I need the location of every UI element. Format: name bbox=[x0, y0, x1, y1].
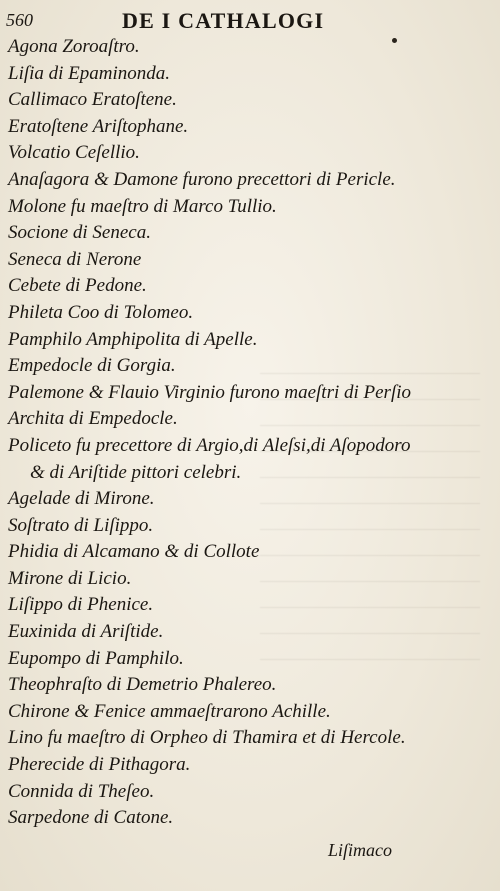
text-line: Sarpedone di Catone. bbox=[8, 807, 174, 829]
text-line: Eupompo di Pamphilo. bbox=[8, 647, 184, 669]
text-line: Phileta Coo di Tolomeo. bbox=[8, 301, 194, 323]
text-line: Chirone & Fenice ammaeſtrarono Achille. bbox=[8, 700, 331, 722]
text-line: Pherecide di Pithagora. bbox=[8, 754, 191, 776]
text-line: Callimaco Eratoſtene. bbox=[8, 89, 177, 111]
text-line: Policeto fu precettore di Argio,di Aleſsi,di Aſopodoro bbox=[8, 434, 411, 456]
text-block bbox=[8, 34, 492, 832]
text-line: Empedocle di Gorgia. bbox=[8, 355, 176, 377]
text-line: Lino fu maeſtro di Orpheo di Thamira et di Hercole. bbox=[8, 727, 406, 749]
text-line: Molone fu maeſtro di Marco Tullio. bbox=[8, 195, 277, 217]
text-line: Anaſagora & Damone furono precettori di Pericle. bbox=[8, 168, 396, 190]
text-line: Volcatio Ceſellio. bbox=[8, 142, 140, 164]
page-number: 560 bbox=[6, 10, 33, 30]
text-line: Liſia di Epaminonda. bbox=[8, 62, 171, 84]
text-line: Liſippo di Phenice. bbox=[8, 594, 154, 616]
text-line: Pamphilo Amphipolita di Apelle. bbox=[8, 328, 258, 350]
text-line: & di Ariſtide pittori celebri. bbox=[30, 461, 242, 483]
text-line: Cebete di Pedone. bbox=[8, 275, 147, 297]
text-line: Socione di Seneca. bbox=[8, 222, 151, 244]
text-line: Eratoſtene Ariſtophane. bbox=[8, 115, 189, 137]
text-line: Agona Zoroaſtro. bbox=[8, 36, 140, 57]
text-line: Palemone & Flauio Virginio furono maeſtri di Perſio bbox=[8, 381, 412, 403]
page-header bbox=[6, 2, 494, 36]
text-line: Mirone di Licio. bbox=[8, 567, 132, 589]
catchword: Liſimaco bbox=[328, 840, 393, 860]
text-line: Soſtrato di Liſippo. bbox=[8, 514, 154, 536]
text-line: Connida di Theſeo. bbox=[8, 780, 155, 802]
text-line: Theophraſto di Demetrio Phalereo. bbox=[8, 674, 277, 696]
text-line: Agelade di Mirone. bbox=[8, 488, 155, 510]
text-line: Euxinida di Ariſtide. bbox=[8, 621, 164, 643]
text-line: Phidia di Alcamano & di Collote bbox=[8, 541, 260, 563]
text-line: Seneca di Nerone bbox=[8, 248, 142, 270]
running-head: DE I CATHALOGI bbox=[122, 8, 325, 33]
text-line: Archita di Empedocle. bbox=[8, 408, 178, 430]
